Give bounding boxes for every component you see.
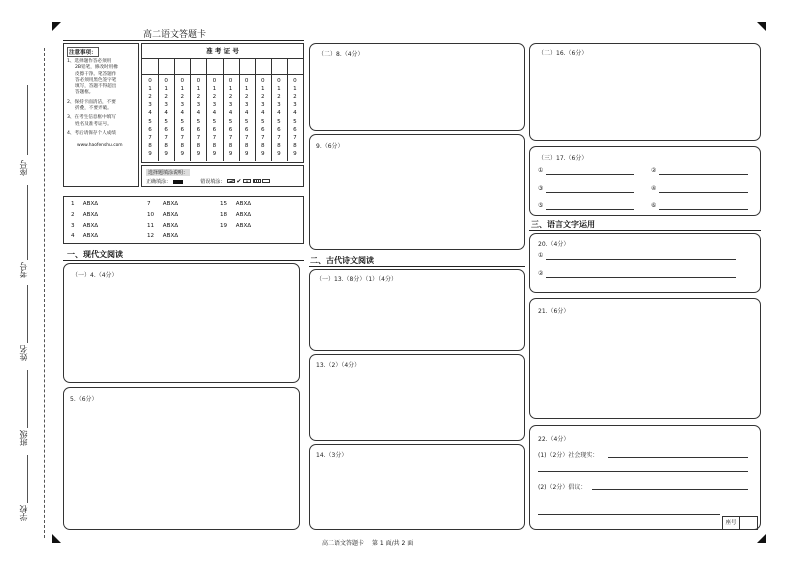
exam-id-digit-bubble[interactable]: 2 xyxy=(148,94,152,101)
exam-id-column-divider xyxy=(190,59,191,74)
q17-line-6[interactable] xyxy=(659,209,748,210)
exam-id-digit-bubble[interactable]: 3 xyxy=(228,102,233,109)
notice-item: 2、保持卡面清洁，不要 xyxy=(67,99,116,105)
footer-page-number: 第 1 面/共 2 面 xyxy=(372,540,414,547)
fill-correct-sample xyxy=(173,180,183,184)
mc-question-10[interactable]: 10 ABXΔ xyxy=(147,212,179,218)
multiple-choice-box xyxy=(63,196,304,244)
class-line xyxy=(27,370,28,428)
q17-mark-2: ② xyxy=(651,167,657,174)
notice-item: 3、在考生信息框中填写 xyxy=(67,115,116,121)
exam-id-digit-bubble[interactable]: 4 xyxy=(196,110,201,117)
exam-id-digit-bubble[interactable]: 7 xyxy=(180,134,185,141)
binding-dashed-line xyxy=(44,48,45,538)
exam-id-digit-bubble[interactable]: 3 xyxy=(196,102,201,109)
answer-box-q16[interactable] xyxy=(529,43,761,141)
exam-id-digit-bubble[interactable]: 6 xyxy=(244,126,249,133)
exam-id-digit-bubble[interactable]: 7 xyxy=(148,134,152,141)
exam-id-digit-bubble[interactable]: 8 xyxy=(180,142,185,149)
exam-id-write-row xyxy=(142,59,303,75)
exam-id-digit-grid xyxy=(142,75,303,161)
mc-question-7[interactable]: 7 ABXΔ xyxy=(147,201,179,207)
exam-id-digit-bubble[interactable]: 5 xyxy=(148,118,152,125)
exam-id-digit-bubble[interactable]: 5 xyxy=(180,118,185,125)
exam-id-digit-bubble[interactable]: 4 xyxy=(228,110,233,117)
exam-id-digit-bubble[interactable]: 6 xyxy=(164,126,168,133)
notice-item: 姓名及准考证号。 xyxy=(75,121,112,127)
exam-id-digit-bubble[interactable]: 6 xyxy=(212,126,217,133)
question-label-q13-2: 13.（2）（4分） xyxy=(316,362,361,369)
exam-id-digit-bubble[interactable]: 0 xyxy=(293,78,297,84)
q17-mark-6: ⑥ xyxy=(651,202,657,209)
question-label-q13-1: （一）13.（8分）（1）（4分） xyxy=(316,276,397,283)
question-label-q17: （三）17.（6分） xyxy=(538,155,588,162)
q20-mark-1: ① xyxy=(538,252,544,259)
answer-box-q9[interactable] xyxy=(309,134,525,250)
exam-id-digit-bubble[interactable]: 0 xyxy=(148,78,152,84)
q17-mark-3: ③ xyxy=(538,185,544,192)
exam-id-digit-bubble[interactable]: 5 xyxy=(164,118,168,125)
exam-id-digit-bubble[interactable]: 8 xyxy=(228,142,233,149)
question-label-q5: 5.（6分） xyxy=(70,396,98,403)
notice-item: 填写，答题不得超出 xyxy=(75,84,117,90)
exam-id-digit-bubble[interactable]: 5 xyxy=(196,118,201,125)
exam-id-digit-bubble[interactable]: 6 xyxy=(293,126,297,133)
exam-id-digit-bubble[interactable]: 0 xyxy=(277,78,281,84)
exam-id-digit-bubble[interactable]: 0 xyxy=(212,78,217,84)
exam-id-digit-bubble[interactable]: 7 xyxy=(244,134,249,141)
notice-website: www.haofenshu.com xyxy=(77,143,123,149)
q17-mark-5: ⑤ xyxy=(538,202,544,209)
name-label: 姓名 xyxy=(19,345,28,361)
exam-id-digit-bubble[interactable]: 6 xyxy=(277,126,281,133)
exam-id-digit-bubble[interactable]: 6 xyxy=(228,126,233,133)
question-label-q21: 21.（6分） xyxy=(538,308,570,315)
exam-id-column-divider xyxy=(174,59,175,74)
exam-id-digit-bubble[interactable]: 4 xyxy=(180,110,185,117)
section-divider xyxy=(63,260,304,261)
corner-mark-bottom-left xyxy=(52,534,61,543)
exam-id-digit-bubble[interactable]: 8 xyxy=(196,142,201,149)
seat-number-box[interactable] xyxy=(722,516,758,530)
exam-id-digit-bubble[interactable]: 0 xyxy=(244,78,249,84)
footer-title: 高二语文答题卡 xyxy=(322,540,365,547)
answer-box-q21[interactable] xyxy=(529,298,761,419)
answer-box-q13-1[interactable] xyxy=(309,269,525,351)
exam-id-digit-bubble[interactable]: 8 xyxy=(148,142,152,149)
exam-id-digit-bubble[interactable]: 8 xyxy=(244,142,249,149)
exam-id-digit-bubble[interactable]: 9 xyxy=(277,150,281,157)
exam-id-digit-bubble[interactable]: 7 xyxy=(260,134,265,141)
exam-id-digit-bubble[interactable]: 6 xyxy=(148,126,152,133)
exam-id-digit-bubble[interactable]: 0 xyxy=(164,78,168,84)
exam-id-digit-bubble[interactable]: 2 xyxy=(260,94,265,101)
corner-mark-top-right xyxy=(757,22,766,31)
exam-id-digit-bubble[interactable]: 6 xyxy=(260,126,265,133)
mc-question-15[interactable]: 15 ABXΔ xyxy=(220,201,252,207)
exam-id-digit-bubble[interactable]: 3 xyxy=(148,102,152,109)
exam-id-digit-bubble[interactable]: 9 xyxy=(196,150,201,157)
notice-title: 注意事项： xyxy=(67,47,99,57)
q22-part1-label: (1)（2分）社会现实： xyxy=(538,452,599,459)
mc-question-3[interactable]: 3 ABXΔ xyxy=(71,223,99,229)
q17-line-2[interactable] xyxy=(659,174,748,175)
exam-id-digit-bubble[interactable]: 3 xyxy=(164,102,168,109)
exam-id-digit-bubble[interactable]: 5 xyxy=(260,118,265,125)
exam-id-digit-bubble[interactable]: 3 xyxy=(277,102,281,109)
exam-id-digit-bubble[interactable]: 9 xyxy=(293,150,297,157)
exam-id-digit-bubble[interactable]: 3 xyxy=(244,102,249,109)
exam-id-column-divider xyxy=(287,59,288,74)
exam-id-digit-bubble[interactable]: 5 xyxy=(228,118,233,125)
exam-id-digit-bubble[interactable]: 0 xyxy=(228,78,233,84)
fill-instructions-title: 选择题填涂说明： xyxy=(148,170,189,176)
section-title-language-use: 三、语言文字运用 xyxy=(531,220,595,229)
exam-id-title: 准 考 证 号 xyxy=(142,44,303,59)
question-label-q8: （二）8.（4分） xyxy=(318,51,364,58)
exam-id-digit-bubble[interactable]: 3 xyxy=(260,102,265,109)
question-label-q9: 9.（6分） xyxy=(316,143,344,150)
exam-id-digit-bubble[interactable]: 1 xyxy=(260,86,265,93)
exam-id-digit-bubble[interactable]: 4 xyxy=(164,110,168,117)
school-label: 学校 xyxy=(19,505,28,521)
exam-id-digit-bubble[interactable]: 4 xyxy=(148,110,152,117)
mc-question-4[interactable]: 4 ABXΔ xyxy=(71,233,99,239)
answer-box-q4[interactable] xyxy=(63,263,300,383)
exam-id-digit-bubble[interactable]: 2 xyxy=(196,94,201,101)
exam-id-digit-bubble[interactable]: 2 xyxy=(164,94,168,101)
exam-id-digit-bubble[interactable]: 0 xyxy=(180,78,185,84)
exam-id-digit-bubble[interactable]: 1 xyxy=(293,86,297,93)
notice-item: 皮擦干净。笔答题作 xyxy=(75,71,117,77)
answer-box-q17[interactable] xyxy=(529,146,761,216)
q22-part2-label: (2)（2分）倡议： xyxy=(538,484,587,491)
exam-id-digit-bubble[interactable]: 3 xyxy=(212,102,217,109)
exam-id-digit-bubble[interactable]: 6 xyxy=(196,126,201,133)
section-title-modern-reading: 一、现代文阅读 xyxy=(67,250,123,259)
exam-id-digit-bubble[interactable]: 9 xyxy=(228,150,233,157)
exam-id-digit-bubble[interactable]: 2 xyxy=(228,94,233,101)
exam-id-digit-bubble[interactable]: 3 xyxy=(180,102,185,109)
exam-id-digit-bubble[interactable]: 7 xyxy=(212,134,217,141)
notice-box xyxy=(63,43,139,187)
exam-id-box xyxy=(141,43,304,163)
exam-id-digit-bubble[interactable]: 9 xyxy=(212,150,217,157)
exam-id-digit-bubble[interactable]: 4 xyxy=(260,110,265,117)
q17-mark-1: ① xyxy=(538,167,544,174)
exam-id-digit-bubble[interactable]: 1 xyxy=(277,86,281,93)
exam-id-digit-bubble[interactable]: 2 xyxy=(277,94,281,101)
mc-question-18[interactable]: 18 ABXΔ xyxy=(220,212,252,218)
exam-id-digit-bubble[interactable]: 2 xyxy=(244,94,249,101)
fill-correct-label: 正确填涂： xyxy=(146,179,172,185)
exam-id-digit-bubble[interactable]: 7 xyxy=(277,134,281,141)
exam-id-digit-bubble[interactable]: 3 xyxy=(293,102,297,109)
q17-line-1[interactable] xyxy=(546,174,634,175)
exam-id-digit-bubble[interactable]: 2 xyxy=(212,94,217,101)
exam-id-digit-bubble[interactable]: 7 xyxy=(293,134,297,141)
seat-label: 座号 xyxy=(19,160,28,176)
exam-id-digit-bubble[interactable]: 9 xyxy=(148,150,152,157)
exam-id-digit-bubble[interactable]: 1 xyxy=(212,86,217,93)
q20-line-2[interactable] xyxy=(546,277,736,278)
exam-id-digit-bubble[interactable]: 2 xyxy=(293,94,297,101)
q17-line-5[interactable] xyxy=(546,209,634,210)
exam-id-digit-bubble[interactable]: 8 xyxy=(260,142,265,149)
exam-id-column-divider xyxy=(158,59,159,74)
question-label-q4: （一）4.（4分） xyxy=(72,272,118,279)
exam-id-column-divider xyxy=(206,59,207,74)
mc-question-12[interactable]: 12 ABXΔ xyxy=(147,233,179,239)
exam-id-digit-bubble[interactable]: 1 xyxy=(196,86,201,93)
notice-item: 2B铅笔，修改时用橡 xyxy=(75,65,118,71)
notice-item: 答必须用黑色签字笔 xyxy=(75,77,117,83)
page-title: 高二语文答题卡 xyxy=(143,30,207,40)
answer-box-q14[interactable] xyxy=(309,444,525,530)
question-label-q22: 22.（4分） xyxy=(538,436,570,443)
notice-item: 答题框。 xyxy=(75,90,94,96)
exam-id-column-divider xyxy=(271,59,272,74)
exam-id-digit-bubble[interactable]: 1 xyxy=(148,86,152,93)
exam-id-digit-bubble[interactable]: 0 xyxy=(196,78,201,84)
exam-id-digit-bubble[interactable]: 1 xyxy=(228,86,233,93)
class-label: 班级 xyxy=(19,430,28,446)
exam-id-digit-bubble[interactable]: 9 xyxy=(164,150,168,157)
corner-mark-top-left xyxy=(52,22,61,31)
exam-id-digit-bubble[interactable]: 7 xyxy=(164,134,168,141)
q22-part2-line-2[interactable] xyxy=(538,514,720,515)
exam-id-digit-bubble[interactable]: 4 xyxy=(244,110,249,117)
exam-id-digit-bubble[interactable]: 9 xyxy=(244,150,249,157)
answer-box-q20[interactable] xyxy=(529,233,761,293)
exam-id-digit-bubble[interactable]: 5 xyxy=(212,118,217,125)
title-underline xyxy=(63,40,304,41)
answer-box-q22[interactable] xyxy=(529,425,761,530)
q17-mark-4: ④ xyxy=(651,185,657,192)
mc-question-11[interactable]: 11 ABXΔ xyxy=(147,223,179,229)
exam-id-digit-bubble[interactable]: 5 xyxy=(293,118,297,125)
exam-id-digit-bubble[interactable]: 8 xyxy=(277,142,281,149)
fill-instructions-box xyxy=(141,165,304,187)
exam-id-digit-bubble[interactable]: 8 xyxy=(212,142,217,149)
mc-question-2[interactable]: 2 ABXΔ xyxy=(71,212,99,218)
exam-id-digit-bubble[interactable]: 7 xyxy=(228,134,233,141)
exam-id-digit-bubble[interactable]: 8 xyxy=(164,142,168,149)
exam-id-digit-bubble[interactable]: 9 xyxy=(180,150,185,157)
name-line xyxy=(27,285,28,343)
exam-id-column-divider xyxy=(239,59,240,74)
exam-id-digit-bubble[interactable]: 1 xyxy=(244,86,249,93)
section-divider xyxy=(309,266,525,267)
fill-wrong-samples: ✔ ✕ xyxy=(227,178,270,185)
exam-no-line xyxy=(27,185,28,260)
exam-id-digit-bubble[interactable]: 4 xyxy=(212,110,217,117)
exam-id-digit-bubble[interactable]: 5 xyxy=(244,118,249,125)
exam-no-label: 考号 xyxy=(19,262,28,278)
mc-question-1[interactable]: 1 ABXΔ xyxy=(71,201,99,207)
exam-id-digit-bubble[interactable]: 7 xyxy=(196,134,201,141)
exam-id-digit-bubble[interactable]: 5 xyxy=(277,118,281,125)
exam-id-digit-bubble[interactable]: 0 xyxy=(260,78,265,84)
q22-part1-line-2[interactable] xyxy=(538,471,748,472)
corner-mark-bottom-right xyxy=(757,534,766,543)
section-title-classical-reading: 二、古代诗文阅读 xyxy=(310,256,374,265)
exam-id-digit-bubble[interactable]: 8 xyxy=(293,142,297,149)
answer-box-q5[interactable] xyxy=(63,387,300,530)
seat-number-label: 座号 xyxy=(723,517,740,529)
exam-id-digit-bubble[interactable]: 4 xyxy=(277,110,281,117)
exam-id-digit-bubble[interactable]: 4 xyxy=(293,110,297,117)
seat-line xyxy=(27,85,28,155)
exam-id-digit-bubble[interactable]: 1 xyxy=(164,86,168,93)
question-label-q16: （二）16.（6分） xyxy=(538,50,588,57)
school-line xyxy=(27,455,28,503)
section-divider xyxy=(529,230,761,231)
q17-line-4[interactable] xyxy=(659,192,748,193)
exam-id-digit-bubble[interactable]: 6 xyxy=(180,126,185,133)
answer-box-q8[interactable] xyxy=(309,43,525,131)
q20-line-1[interactable] xyxy=(546,259,736,260)
q20-mark-2: ② xyxy=(538,270,544,277)
exam-id-column-divider xyxy=(223,59,224,74)
exam-id-digit-bubble[interactable]: 9 xyxy=(260,150,265,157)
mc-question-19[interactable]: 19 ABXΔ xyxy=(220,223,252,229)
question-label-q20: 20.（4分） xyxy=(538,241,570,248)
q17-line-3[interactable] xyxy=(546,192,634,193)
exam-id-digit-bubble[interactable]: 2 xyxy=(180,94,185,101)
answer-box-q13-2[interactable] xyxy=(309,354,525,441)
q22-part2-line-1[interactable] xyxy=(592,489,748,490)
notice-item: 折叠，不要弄破。 xyxy=(75,106,112,112)
notice-item: 4、考后请保存个人成绩 xyxy=(67,130,116,136)
question-label-q14: 14.（3分） xyxy=(316,452,348,459)
exam-id-column-divider xyxy=(255,59,256,74)
notice-item: 1、选择题作答必须用 xyxy=(67,59,112,64)
q22-part1-line-1[interactable] xyxy=(608,457,748,458)
fill-wrong-label: 错误填涂： xyxy=(200,179,226,185)
exam-id-digit-bubble[interactable]: 1 xyxy=(180,86,185,93)
